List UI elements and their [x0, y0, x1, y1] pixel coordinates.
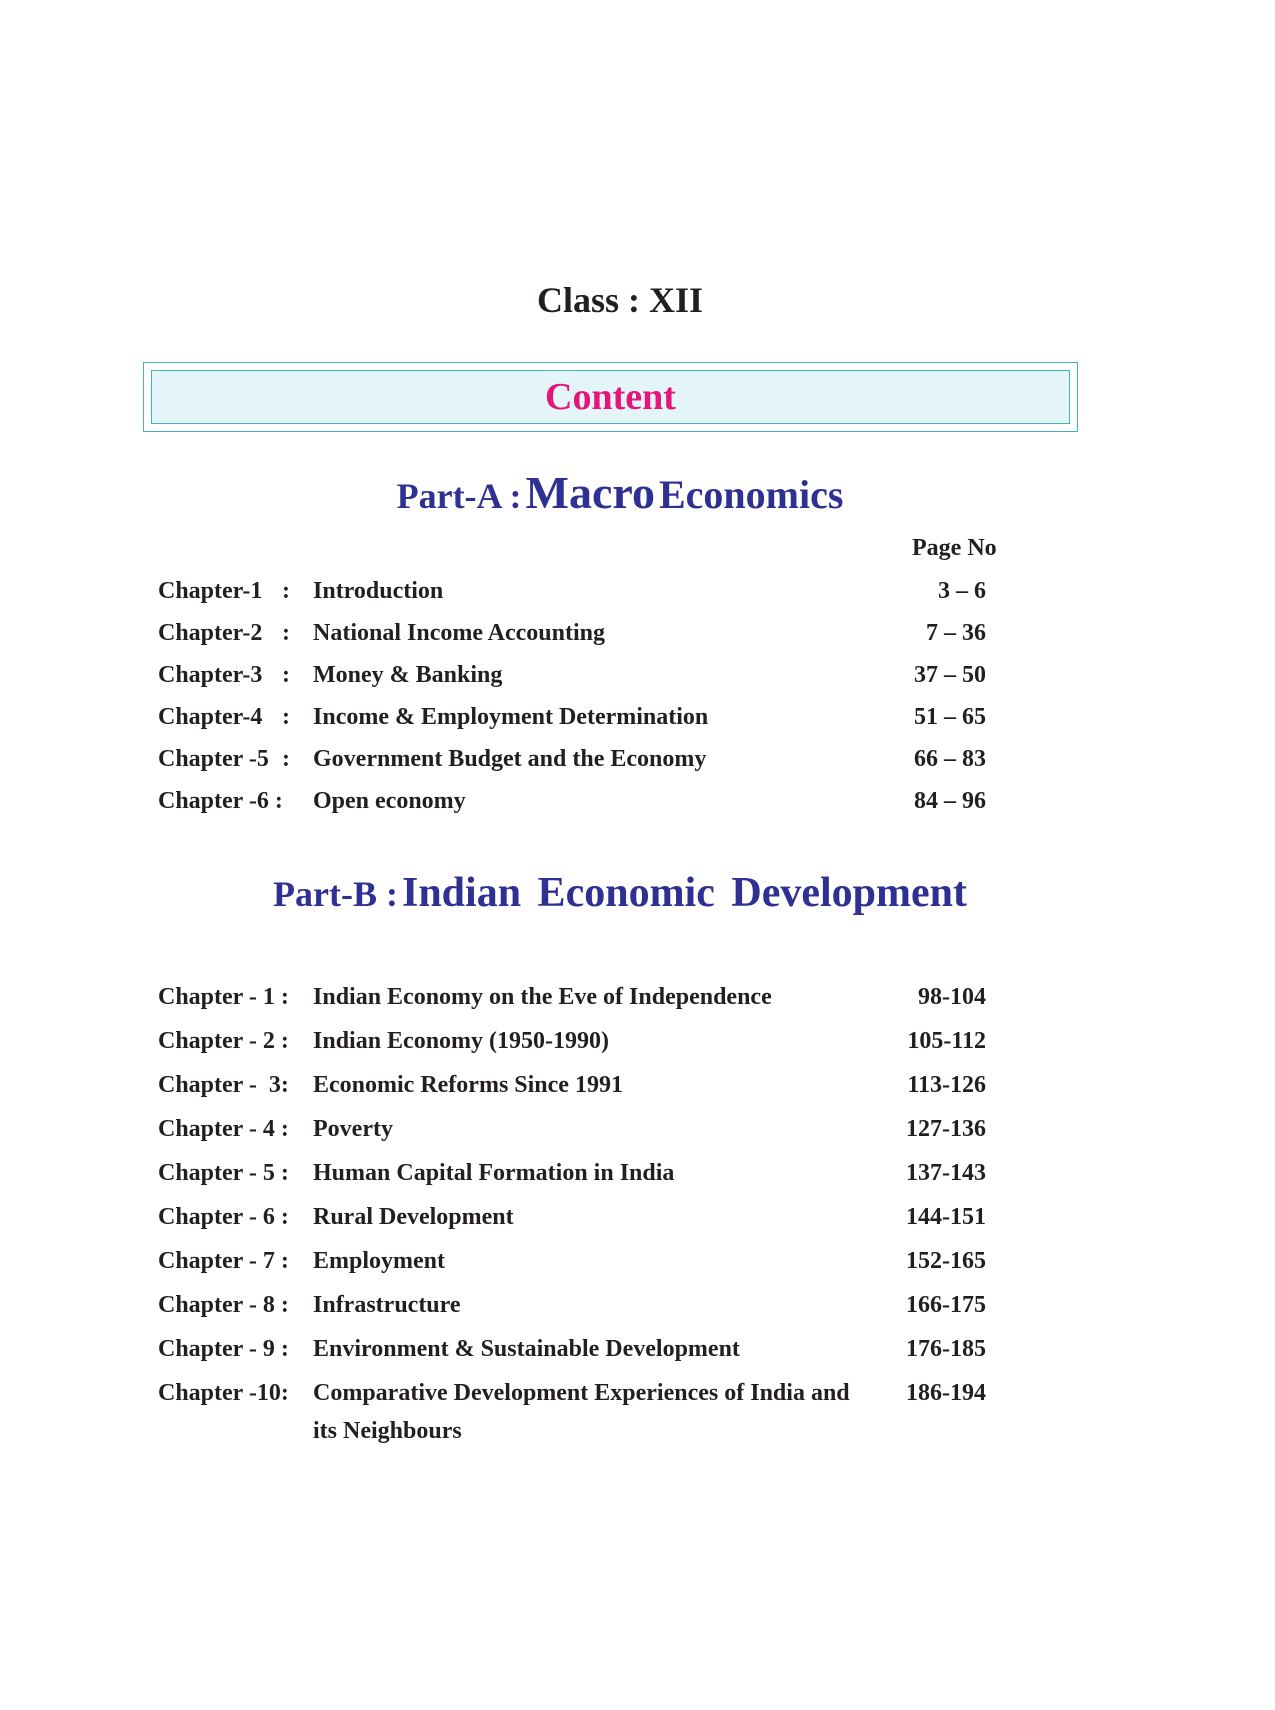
chapter-pages: 37 – 50 — [914, 662, 986, 688]
chapter-title: Infrastructure — [313, 1292, 461, 1318]
toc-row[interactable] — [158, 788, 988, 830]
chapter-number: Chapter-2 — [158, 620, 263, 646]
toc-row[interactable] — [158, 1380, 988, 1444]
chapter-pages: 144-151 — [906, 1204, 986, 1230]
part-b-title: Indian Economic Development — [401, 870, 967, 916]
chapter-number: Chapter - 8 : — [158, 1292, 289, 1318]
chapter-pages: 98-104 — [918, 984, 986, 1010]
chapter-number: Chapter - 4 : — [158, 1116, 289, 1142]
chapter-title: Indian Economy on the Eve of Independence — [313, 984, 772, 1010]
chapter-number: Chapter-4 — [158, 704, 263, 730]
chapter-number: Chapter -10: — [158, 1380, 289, 1406]
part-b-heading — [0, 872, 1240, 914]
chapter-title: Income & Employment Determination — [313, 704, 709, 730]
chapter-pages: 7 – 36 — [926, 620, 986, 646]
part-b-prefix: Part-B : — [273, 874, 398, 914]
chapter-pages: 3 – 6 — [938, 578, 986, 604]
chapter-pages: 186-194 — [906, 1380, 986, 1406]
chapter-pages: 152-165 — [906, 1248, 986, 1274]
content-title-box — [143, 362, 1078, 432]
chapter-title: Open economy — [313, 788, 466, 814]
chapter-number: Chapter-1 — [158, 578, 263, 604]
chapter-number: Chapter - 7 : — [158, 1248, 289, 1274]
chapter-pages: 66 – 83 — [914, 746, 986, 772]
chapter-title: Indian Economy (1950-1990) — [313, 1028, 610, 1054]
chapter-title: Employment — [313, 1248, 445, 1274]
chapter-colon: : — [282, 662, 290, 688]
content-title-box-inner — [151, 370, 1070, 424]
chapter-pages: 51 – 65 — [914, 704, 986, 730]
part-a-heading — [0, 467, 1240, 518]
chapter-number: Chapter -6 : — [158, 788, 283, 814]
chapter-title: Comparative Development Experiences of India and its Neighbours — [313, 1380, 850, 1444]
chapter-pages: 105-112 — [907, 1028, 986, 1054]
chapter-number: Chapter-3 — [158, 662, 263, 688]
chapter-pages: 127-136 — [906, 1116, 986, 1142]
chapter-title: National Income Accounting — [313, 620, 606, 646]
class-heading: Class : XII — [536, 280, 704, 320]
chapter-colon: : — [282, 704, 290, 730]
part-a-title-rest: Economics — [658, 472, 844, 517]
part-a-prefix: Part-A : — [396, 476, 522, 516]
part-a-title-big: Macro — [525, 467, 655, 518]
part-a-chapter-list — [158, 578, 988, 830]
chapter-pages: 113-126 — [907, 1072, 986, 1098]
chapter-pages: 176-185 — [906, 1336, 986, 1362]
chapter-number: Chapter - 6 : — [158, 1204, 289, 1230]
chapter-pages: 137-143 — [906, 1160, 986, 1186]
chapter-colon: : — [282, 746, 290, 772]
content-title: Content — [545, 376, 676, 418]
chapter-title: Economic Reforms Since 1991 — [313, 1072, 623, 1098]
chapter-number: Chapter - 1 : — [158, 984, 289, 1010]
part-b-chapter-list — [158, 984, 988, 1444]
chapter-number: Chapter - 2 : — [158, 1028, 289, 1054]
chapter-title: Money & Banking — [313, 662, 503, 688]
chapter-title: Government Budget and the Economy — [313, 746, 707, 772]
chapter-number: Chapter - 9 : — [158, 1336, 289, 1362]
chapter-title: Poverty — [313, 1116, 393, 1142]
page-no-header: Page No — [912, 535, 997, 561]
chapter-title: Human Capital Formation in India — [313, 1160, 675, 1186]
chapter-title: Introduction — [313, 578, 444, 604]
chapter-number: Chapter - 5 : — [158, 1160, 289, 1186]
chapter-colon: : — [282, 578, 290, 604]
chapter-colon: : — [282, 620, 290, 646]
chapter-number: Chapter -5 — [158, 746, 269, 772]
chapter-number: Chapter - 3: — [158, 1072, 289, 1098]
chapter-title: Environment & Sustainable Development — [313, 1336, 740, 1362]
chapter-pages: 166-175 — [906, 1292, 986, 1318]
chapter-pages: 84 – 96 — [914, 788, 986, 814]
chapter-title: Rural Development — [313, 1204, 514, 1230]
